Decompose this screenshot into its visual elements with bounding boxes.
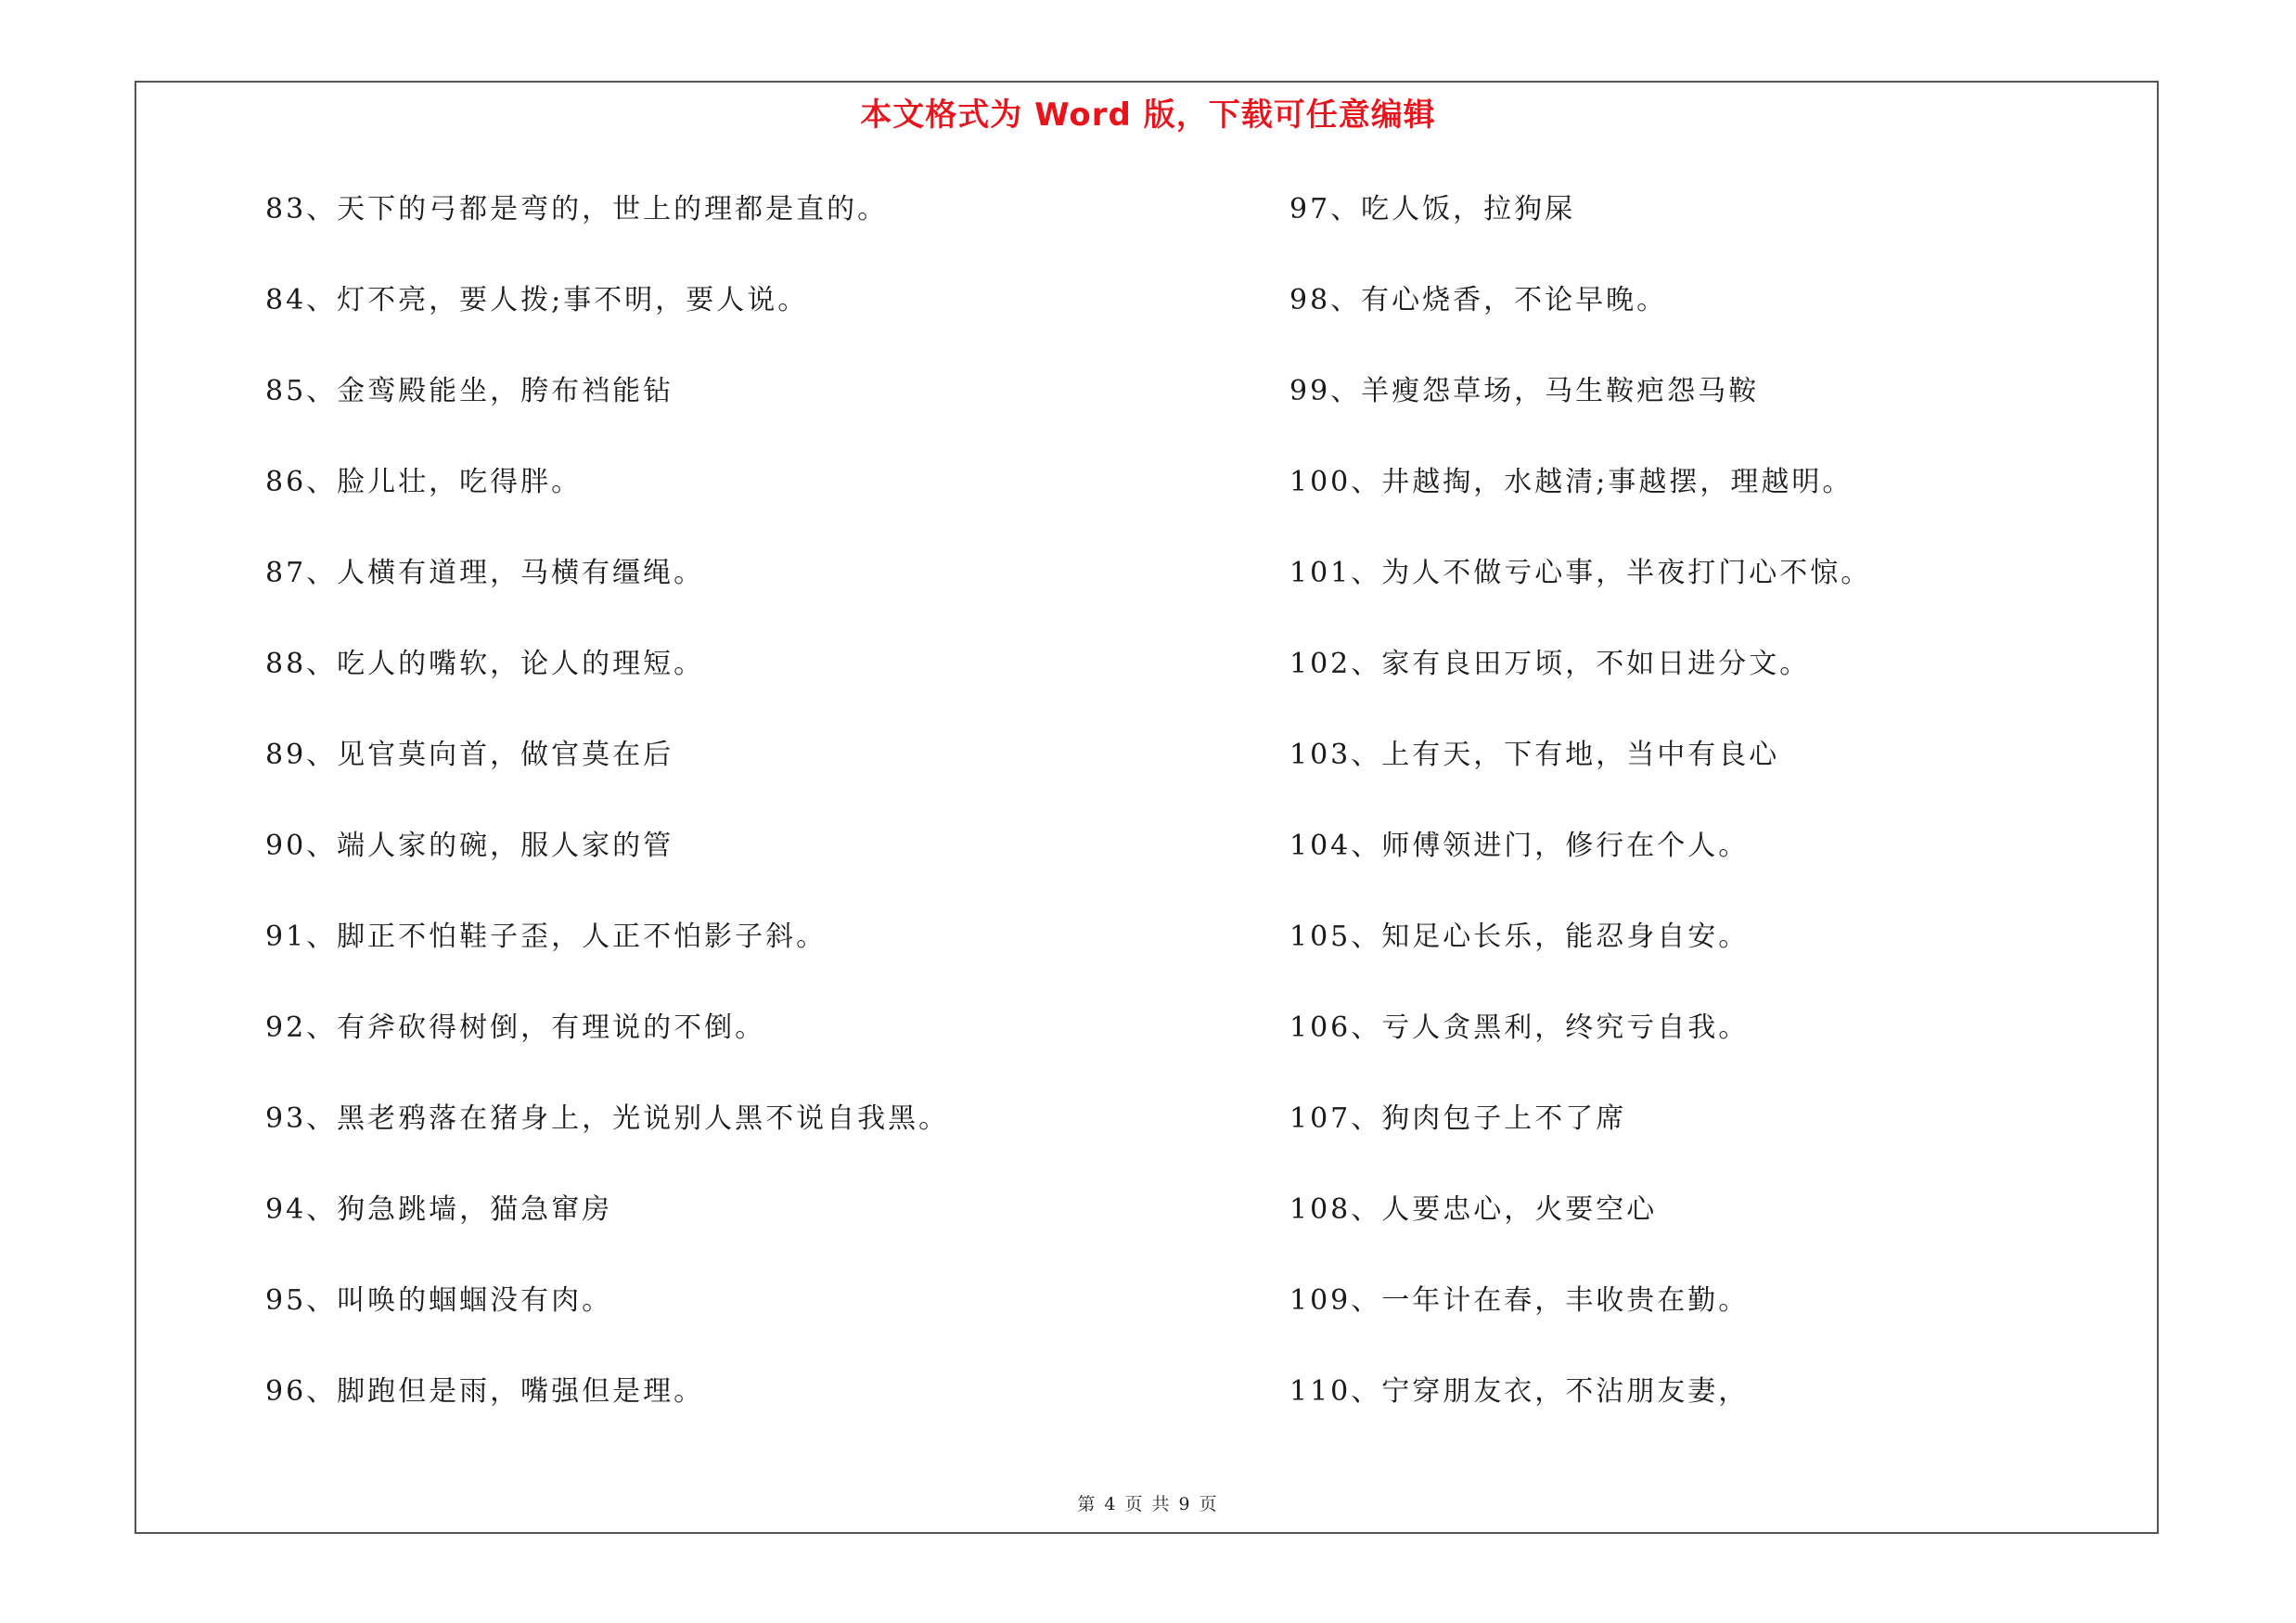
right-column xyxy=(1289,187,1871,1461)
proverb-line: 101、为人不做亏心事，半夜打门心不惊。 xyxy=(1289,557,1872,589)
proverb-line: 83、天下的弓都是弯的，世上的理都是直的。 xyxy=(265,193,889,225)
proverb-line: 90、端人家的碗，服人家的管 xyxy=(265,830,674,862)
proverb-line: 102、家有良田万顷，不如日进分文。 xyxy=(1289,648,1811,680)
proverb-line: 103、上有天，下有地，当中有良心 xyxy=(1289,739,1780,771)
proverb-line: 88、吃人的嘴软，论人的理短。 xyxy=(265,648,705,680)
proverb-line: 96、脚跑但是雨，嘴强但是理。 xyxy=(265,1375,705,1408)
proverb-line: 92、有斧砍得树倒，有理说的不倒。 xyxy=(265,1011,766,1044)
proverb-line: 98、有心烧香，不论早晚。 xyxy=(1289,284,1668,316)
proverb-line: 105、知足心长乐，能忍身自安。 xyxy=(1289,921,1750,953)
header-banner: 本文格式为 Word 版，下载可任意编辑 xyxy=(860,97,1436,134)
proverb-line: 109、一年计在春，丰收贵在勤。 xyxy=(1289,1284,1750,1317)
proverb-line: 91、脚正不怕鞋子歪，人正不怕影子斜。 xyxy=(265,921,827,953)
proverb-line: 93、黑老鸦落在猪身上，光说别人黑不说自我黑。 xyxy=(265,1102,950,1135)
proverb-line: 100、井越掏，水越清;事越摆，理越明。 xyxy=(1289,466,1853,498)
proverb-line: 84、灯不亮，要人拨;事不明，要人说。 xyxy=(265,284,809,316)
proverb-line: 104、师傅领进门，修行在个人。 xyxy=(1289,830,1750,862)
proverb-line: 89、见官莫向首，做官莫在后 xyxy=(265,739,674,771)
proverb-line: 107、狗肉包子上不了席 xyxy=(1289,1102,1627,1135)
proverb-line: 95、叫唤的蝈蝈没有肉。 xyxy=(265,1284,613,1317)
proverb-line: 94、狗急跳墙，猫急窜房 xyxy=(265,1193,613,1226)
proverb-line: 99、羊瘦怨草场，马生鞍疤怨马鞍 xyxy=(1289,375,1760,407)
proverb-line: 85、金鸾殿能坐，胯布裆能钻 xyxy=(265,375,674,407)
proverb-line: 97、吃人饭，拉狗屎 xyxy=(1289,193,1576,225)
page-number: 第 4 页 共 9 页 xyxy=(1077,1494,1219,1514)
proverb-line: 110、宁穿朋友衣，不沾朋友妻， xyxy=(1289,1375,1750,1408)
proverb-line: 106、亏人贪黑利，终究亏自我。 xyxy=(1289,1011,1750,1044)
proverb-line: 86、脸儿壮，吃得胖。 xyxy=(265,466,583,498)
proverb-line: 108、人要忠心，火要空心 xyxy=(1289,1193,1658,1226)
proverb-line: 87、人横有道理，马横有缰绳。 xyxy=(265,557,705,589)
left-column xyxy=(265,187,949,1461)
